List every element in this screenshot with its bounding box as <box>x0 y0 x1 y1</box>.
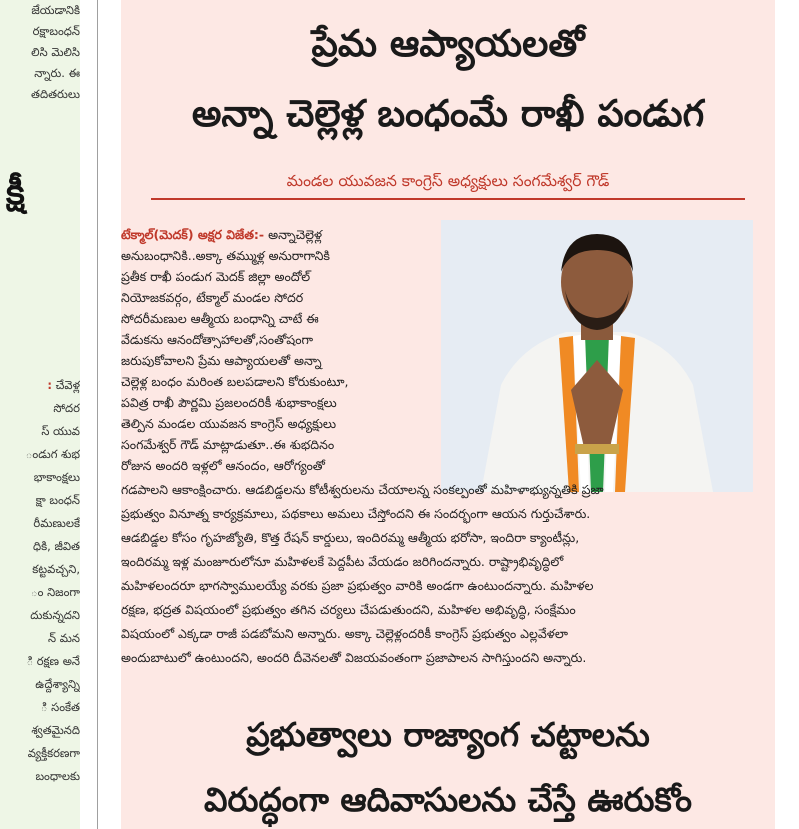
left-fragment-line <box>0 375 80 396</box>
article-body-line: వేడుకను ఆనందోత్సాహాలతో,సంతోషంగా <box>121 332 314 347</box>
article-body-line: రక్షణ, భద్రత విషయంలో ప్రభుత్వం తగిన చర్యలు చేపడుతుందని, మహిళల అభివృద్ధి, సంక్షేమం <box>121 602 576 617</box>
left-fragment-line: న్ మన <box>48 631 80 645</box>
portrait-photo <box>441 220 753 492</box>
article-body-line: అందుబాటులో ఉంటుందని, అందరి దీవెనలతో విజయవంతంగా ప్రజాపాలన సాగిస్తుందని అన్నారు. <box>121 650 587 665</box>
left-fragment-line: న్నారు. ఈ <box>34 66 80 80</box>
left-fragment-line: రీమణులకే <box>33 516 80 530</box>
article-body-line: ప్రతీక రాఖీ పండుగ మెదక్ జిల్లా అందోల్ <box>121 269 311 284</box>
dateline: టేక్మాల్(మెదక్) అక్షర విజేత:- <box>121 227 265 242</box>
left-fragment-text: చేవెళ్ల <box>52 378 80 392</box>
article-body-line <box>121 224 437 245</box>
article-body-line: అనుబంధానికి..అక్కా తమ్ముళ్ల అనురాగానికి <box>121 248 330 263</box>
article-body-line: ఆడబిడ్డల కోసం గృహజ్యోతి, కొత్త రేషన్ కార్డులు, ఇందిరమ్మ ఆత్మీయ భరోసా, ఇందిరా క్యాంటీన్లు, <box>121 530 580 545</box>
left-fragment-line: ి సంకేత <box>40 700 80 714</box>
article-body-line: ఇందిరమ్మ ఇళ్ల మంజూరులోనూ మహిళలకే పెద్దపీట వేయడం జరిగిందన్నారు. రాష్ట్రాభివృద్ధిలో <box>121 554 564 569</box>
article-body-line: గడపాలని ఆకాంక్షించారు. ఆడబిడ్డలను కోటీశ్వరులను చేయాలన్న సంకల్పంతో మహిళాభ్యున్నతికి ప్రజా <box>121 482 604 497</box>
left-fragment-line: ం నిజంగా <box>30 585 80 599</box>
left-fragment-line: క్షా బంధన్ <box>35 493 80 507</box>
left-fragment-line: కట్టవచ్చని, <box>32 562 80 576</box>
article-body-line: సంగమేశ్వర్ గౌడ్ మాట్లాడుతూ..ఈ శుభదినం <box>121 437 335 452</box>
left-fragment-line: ండుగ శుభ <box>25 447 80 461</box>
next-headline-line-1: ప్రభుత్వాలు రాజ్యాంగ చట్టాలను <box>246 715 650 754</box>
left-fragment-line: బంధాలకు <box>35 769 80 783</box>
left-fragment-line: తదితరులు <box>31 87 80 101</box>
headline-line-2: అన్నా చెల్లెళ్ల బంధంమే రాఖీ పండుగ <box>191 92 705 135</box>
article-body-line: పవిత్ర రాఖీ పౌర్ణమి ప్రజలందరికీ శుభాకాంక్షలు <box>121 395 337 410</box>
left-fragment-line: శ్వతమైనది <box>31 723 80 737</box>
adjacent-column-left <box>0 0 80 829</box>
left-fragment-line: దుకున్నదని <box>30 608 80 622</box>
person-portrait-icon <box>441 220 753 492</box>
left-fragment-line: వ్యక్తీకరణగా <box>27 746 80 760</box>
left-dateline-fragment: : <box>47 378 52 392</box>
article-body-line: విషయంలో ఎక్కడా రాజీ పడబోమని అన్నారు. అక్కా చెల్లెళ్లందరికీ కాంగ్రెస్ ప్రభుత్వం ఎల్లవేళలా <box>121 626 568 641</box>
article-body-text: అన్నాచెల్లెళ్ల <box>264 227 323 242</box>
article-body-line: చెల్లెళ్ల బంధం మరింత బలపడాలని కోరుకుంటూ, <box>121 374 349 389</box>
article-body-line: జరుపుకోవాలని ప్రేమ ఆప్యాయలతో అన్నా <box>121 353 322 368</box>
left-fragment-line: ి రక్షణ అనే <box>26 654 80 668</box>
article-body-line: ప్రభుత్వం వినూత్న కార్యక్రమాలు, పథకాలు అమలు చేస్తోందని ఈ సందర్భంగా ఆయన గుర్తుచేశారు. <box>121 506 591 521</box>
article-panel <box>121 0 775 829</box>
left-fragment-line: ఉద్దేశ్యాన్ని <box>35 677 80 691</box>
left-fragment-line: స్ యువ <box>41 424 80 438</box>
left-fragment-line: సోదర <box>53 401 80 415</box>
headline-line-1: ప్రేమ ఆప్యాయలతో <box>311 22 585 65</box>
article-body-line: నియోజకవర్గం, టేక్మాల్ మండల సోదర <box>121 290 304 305</box>
column-divider <box>97 0 98 829</box>
article-body-line: రోజున అందరి ఇళ్లలో ఆనందం, ఆరోగ్యంతో <box>121 458 325 473</box>
left-fragment-line: ధికి, జీవిత <box>33 539 80 553</box>
article-body-line: సోదరీమణుల ఆత్మీయ బంధాన్ని చాటే ఈ <box>121 311 319 326</box>
next-headline-line-2: విరుద్ధంగా ఆదివాసులను చేస్తే ఊరుకోం <box>204 780 692 819</box>
article-body-line: మహిళలందరూ భాగస్వాములయ్యే వరకు ప్రజా ప్రభుత్వం వారికి అండగా ఉంటుందన్నారు. మహిళల <box>121 578 594 593</box>
left-headline-fragment: క్షీ <box>6 172 25 213</box>
left-fragment-line: జేయడానికి <box>31 3 80 17</box>
left-fragment-line: లిసి మెలిసి <box>31 45 80 59</box>
left-fragment-line: రక్షాబంధన్ <box>32 24 80 38</box>
left-fragment-line: భాకాంక్షలు <box>33 470 80 484</box>
article-body-line: తెల్పిన మండల యువజన కాంగ్రెస్ అధ్యక్షులు <box>121 416 337 431</box>
subheadline: మండల యువజన కాంగ్రెస్ అధ్యక్షులు సంగమేశ్వర్ గౌడ్ <box>151 172 745 200</box>
